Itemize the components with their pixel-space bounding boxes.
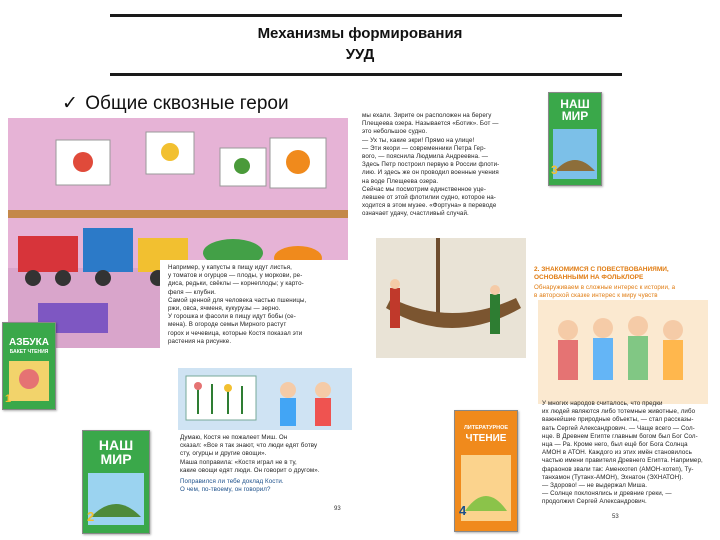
book-number: 4 <box>459 503 467 518</box>
page-bottom-left <box>176 432 356 532</box>
book-literary-reading <box>454 410 518 532</box>
children-plants-scene <box>178 368 352 430</box>
page-bottom-right-text: У многих народов считалось, что предки их людей являются либо тотемные животные, либо важнейшие природные объекты, — стал рассказы- вать Сергей Александрович. — Чаще всего — Сол- нце. В Древнем Египте главным богом был Бог Сол- нца — Ра. Кроме него, был ещё бог Бога Солнца АМОН в АТОН. Каждого из этих имён становилось частью имени правителя Древнего Египта. Например, фараонов звали так: Аменхотеп (АМОН-хотеп), Ту- танхамон (Тутанх-АМОН), Эхнатон (ЭХНАТОН). — Здорово! — не выдержал Миша. — Солнце поклонялись и древние греки, — продолжил Сергей Александрович. <box>542 400 703 506</box>
book-title-line1: НАШ <box>560 97 590 111</box>
book-title-line2: МИР <box>100 451 132 467</box>
book-title-line2: МИР <box>561 109 589 123</box>
book-nash-mir-bottom <box>82 430 150 534</box>
page-top-right <box>352 98 548 238</box>
page-bottom-left-prompt: Поправился ли тебе доклад Кости. О чем, по-твоему, он говорил? <box>180 478 284 494</box>
checkmark-icon: ✓ <box>62 93 78 114</box>
title-bottom-rule <box>110 73 622 76</box>
bullet-text: Общие сквозные герои <box>85 93 289 114</box>
section-heading: 2. ЗНАКОМИМСЯ С ПОВЕСТВОВАНИЯМИ, ОСНОВАННЫМИ НА ФОЛЬКЛОРЕ <box>534 266 669 281</box>
book-title-line2: БАКЕТ ЧТЕНИЯ <box>9 349 49 355</box>
title-top-rule <box>110 14 622 17</box>
page-number: 53 <box>612 514 619 520</box>
page-middle-left-text: Например, у капусты в пищу идут листья, у томатов и огурцов — плоды, у моркови, ре- диса, редьки, свёклы — корнеплоды; у карто- феля — клубни. Самой ценной для человека частью пшеницы, ржи, овса, ячменя, кукурузы — зерно. У горошка и фасоли в пищу идут бобы (се- мена). В огороде семьи Мирного растут горох и чечевица, которые Костя показал эти растения на рисунке. <box>168 264 307 345</box>
book-number: 2 <box>87 509 95 524</box>
children-group-illustration <box>528 300 718 410</box>
slide-title-line1: Механизмы формирования <box>257 25 463 42</box>
page-bottom-right <box>528 262 718 532</box>
bullet-common-heroes <box>62 92 289 116</box>
book-azbuka <box>2 322 56 410</box>
book-title-line1: ЛИТЕРАТУРНОЕ <box>463 425 509 431</box>
book-title-line1: НАШ <box>98 437 134 453</box>
plants-illustration <box>178 368 352 430</box>
page-bottom-left-text: Думаю, Костя не пожалеет Миш. Он сказал: «Все я так знают, что люди едят ботву сту, огурцы и другие овощи». Маша поправила: «Костя играл не в ту, какие овощи едят люди. Он говорит о другом». <box>180 434 320 474</box>
book-number: 1 <box>5 393 12 405</box>
book-title-line1: АЗБУКА <box>9 337 49 348</box>
ship-scene <box>376 238 526 358</box>
page-middle-left <box>160 260 360 370</box>
book-number: 3 <box>551 163 558 177</box>
book-title-line2: ЧТЕНИЕ <box>465 433 507 444</box>
page-number: 93 <box>334 506 341 512</box>
slide-title-line2: УУД <box>345 46 375 63</box>
page-top-right-text: мы ехали. Зирите он расположен на берегу Плещеева озера. Называется «Ботик». Бот — это небольшое судно. — Ух ты, какие экри! Прямо на улице! — Эти якори — современники Петра Гер- вого, — пояснила Людмила Андреевна. — Здесь Петр построил первую в России флоти- лию. И здесь же он проводил военные учения на воде Плещеева озера. Сейчас мы посмотрим единственное уце- левшее от этой флотилии судно, которое на- ходится в этом музее. «Фортуна» в переводе означает удачу, счастливый случай. <box>362 112 500 218</box>
book-nash-mir-top <box>548 92 602 186</box>
museum-ship-photo <box>376 238 526 358</box>
section-subheading: Обнаруживаем в сложные интерес к истории, а в авторской сказке интерес к миру чувств <box>534 284 676 300</box>
